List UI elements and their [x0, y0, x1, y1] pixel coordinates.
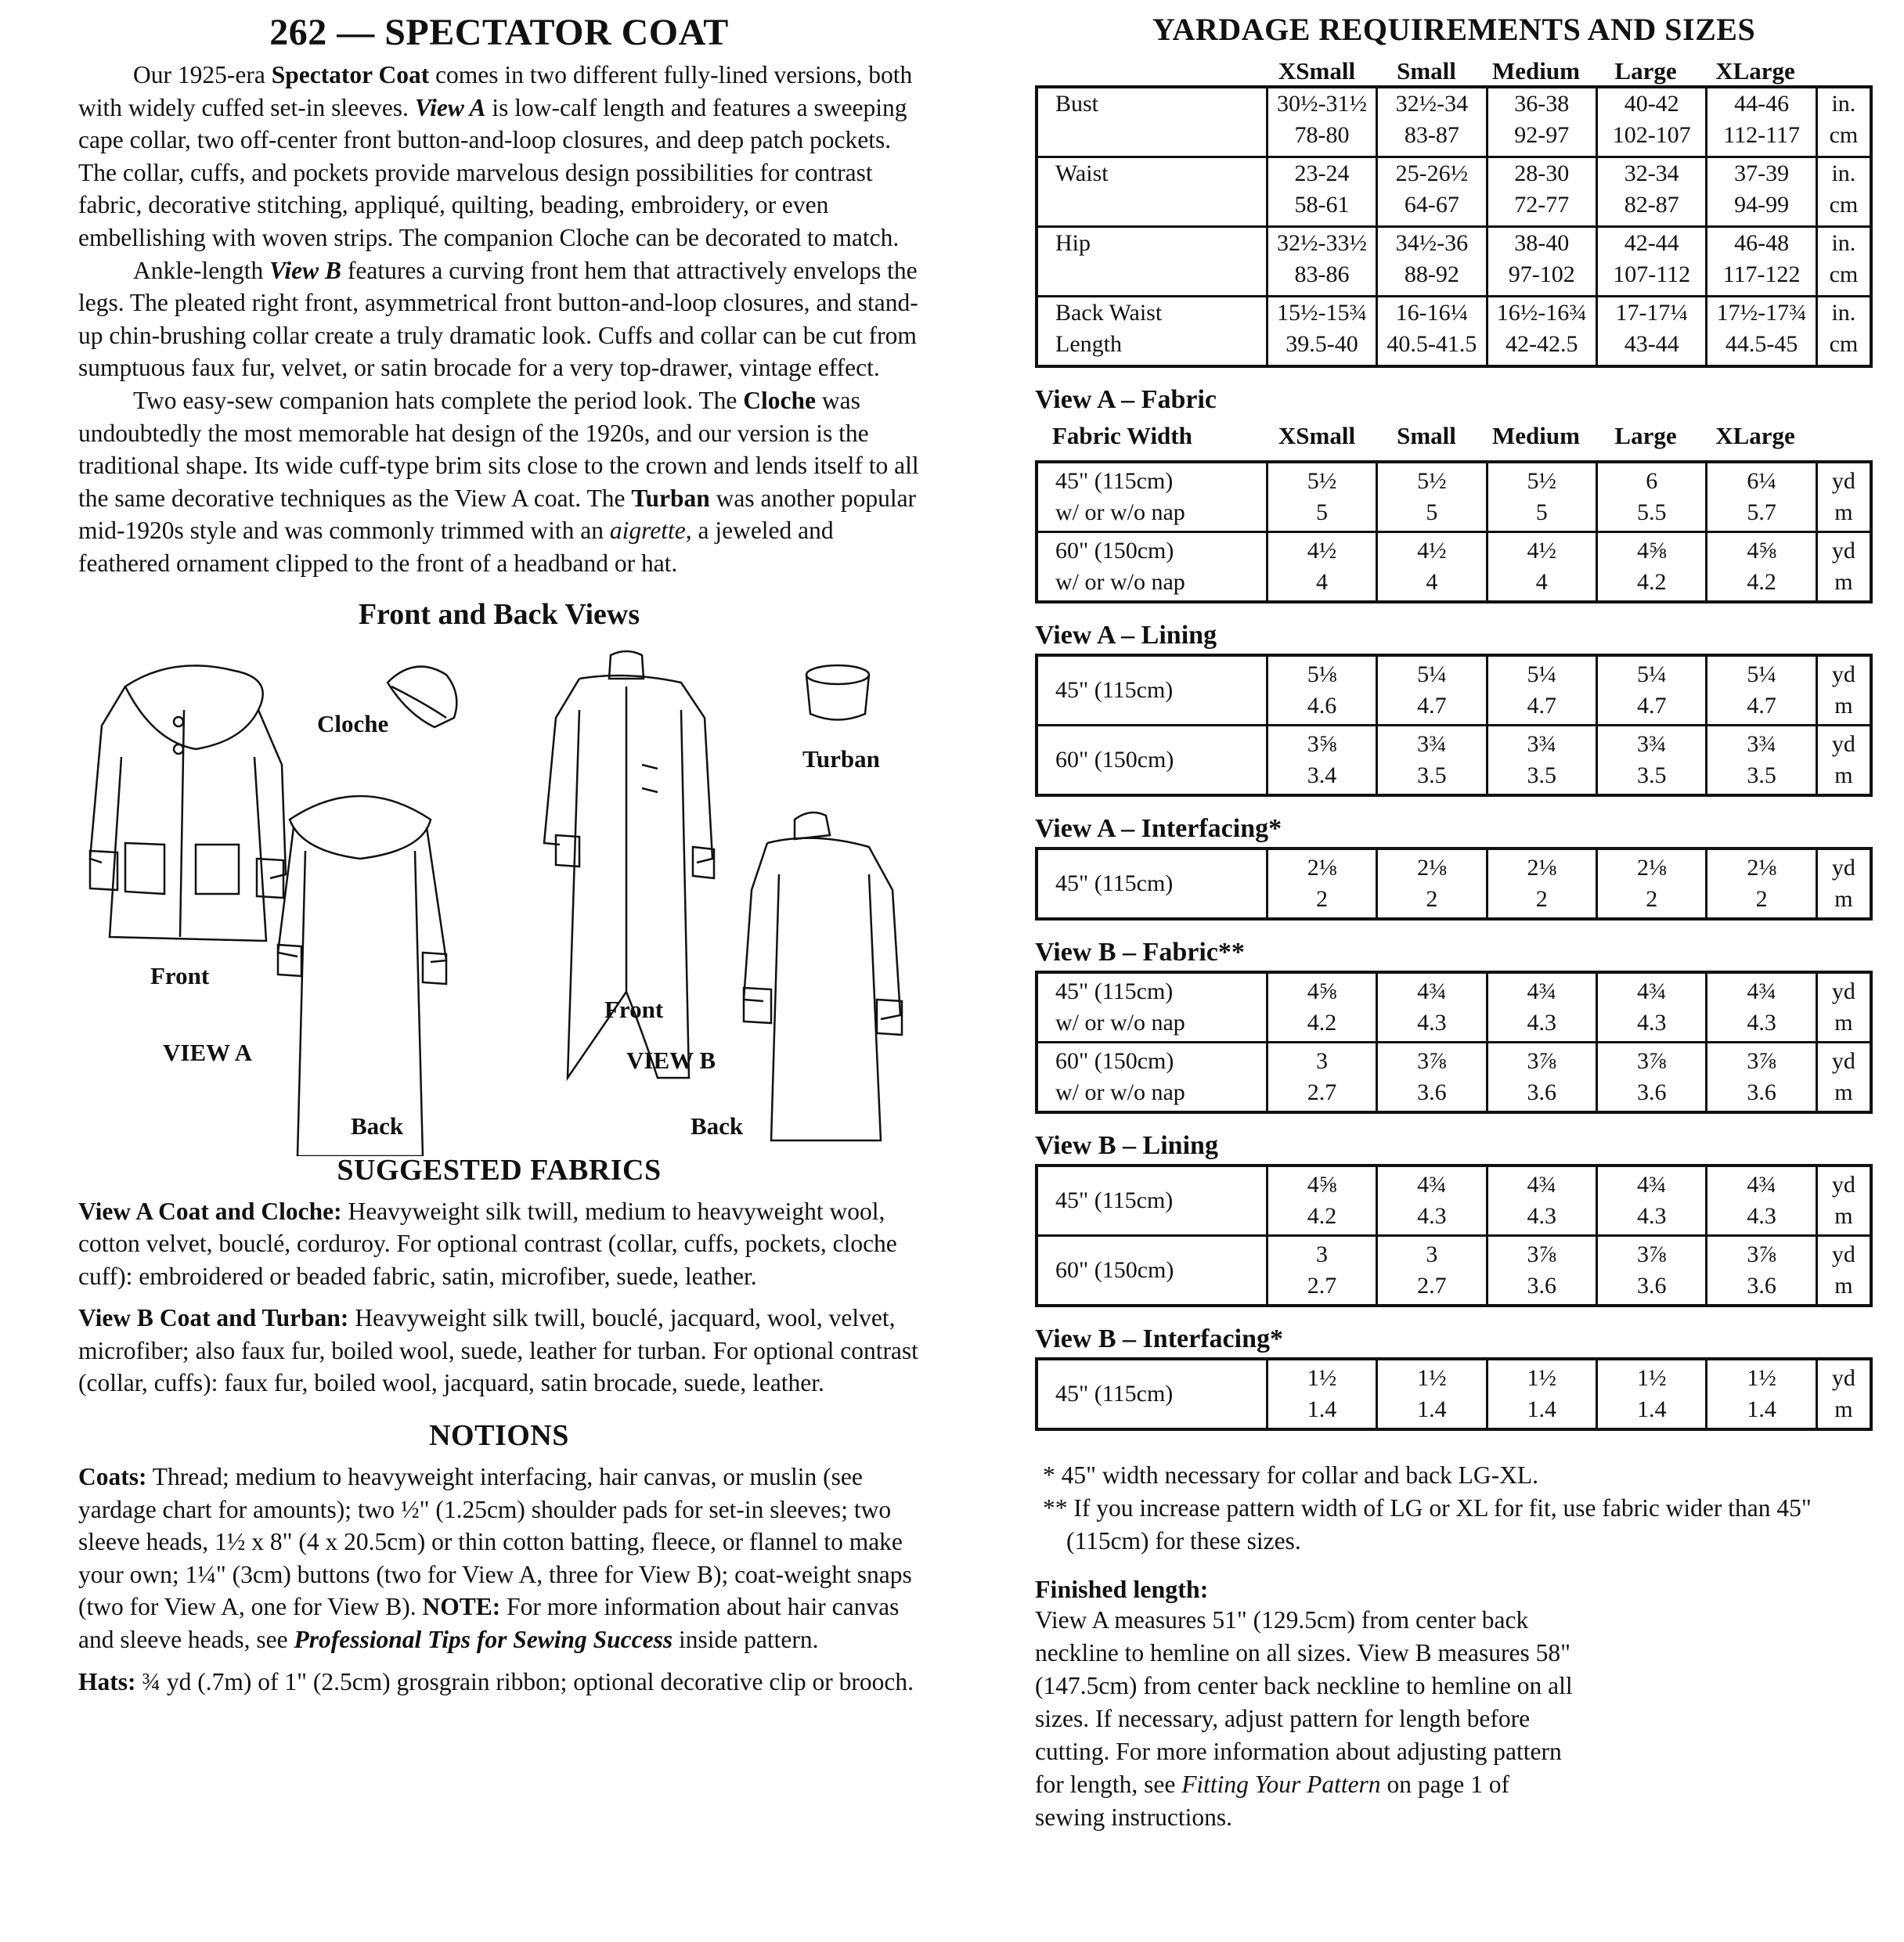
fabric-width: 60" (150cm) w/ or w/o nap: [1037, 1043, 1267, 1113]
yardage-value: 3⅞ 3.6: [1487, 1236, 1596, 1306]
views-heading: Front and Back Views: [358, 597, 640, 631]
yardage-value: 4¾ 4.3: [1597, 972, 1707, 1043]
fabric-width: 60" (150cm) w/ or w/o nap: [1037, 532, 1267, 603]
yardage-row: [1037, 655, 1871, 726]
fabric-width: 45" (115cm): [1037, 848, 1267, 919]
yardage-section-title: View B – Interfacing*: [1035, 1324, 1283, 1353]
measurement-value: 42-44 107-112: [1597, 227, 1707, 297]
measurement-unit: in. cm: [1816, 297, 1871, 367]
yardage-value: 3¾ 3.5: [1707, 726, 1816, 796]
yardage-value: 4½ 4: [1267, 532, 1376, 603]
yardage-value: 4½ 4: [1377, 532, 1487, 603]
yardage-value: 4¾ 4.3: [1377, 972, 1487, 1043]
yardage-unit: yd m: [1816, 1043, 1871, 1113]
measurement-row: [1037, 297, 1871, 367]
size-medium: Medium: [1492, 57, 1580, 85]
yardage-unit: yd m: [1816, 726, 1871, 796]
measurement-value: 40-42 102-107: [1597, 87, 1707, 157]
coat-line-drawings: [78, 640, 920, 1156]
measurement-value: 44-46 112-117: [1707, 87, 1816, 157]
measurement-value: 28-30 72-77: [1487, 157, 1596, 227]
yardage-section-title: View B – Lining: [1035, 1131, 1218, 1160]
yardage-value: 3⅞ 3.6: [1597, 1043, 1707, 1113]
yardage-value: 4⅝ 4.2: [1597, 532, 1707, 603]
yardage-value: 4¾ 4.3: [1707, 972, 1816, 1043]
size-xsmall: XSmall: [1278, 57, 1356, 85]
yardage-table: [1035, 1164, 1873, 1307]
intro-paragraph-3: Two easy-sew companion hats complete the period look. The Cloche was undoubtedly the most memorable hat design of the 1920s, and our version is the traditional shape. Its wide cuff-type brim sits close to the crown and lends itself to all the same decorative techniques as the View A coat. The Turban was another popular mid-1920s style and was commonly trimmed with an aigrette, a jeweled and feathered ornament clipped to the front of a headband or hat.: [78, 386, 919, 577]
measurement-row: [1037, 227, 1871, 297]
notions-heading: NOTIONS: [429, 1419, 569, 1453]
measurement-value: 36-38 92-97: [1487, 87, 1596, 157]
yardage-value: 3⅝ 3.4: [1267, 726, 1376, 796]
measurement-value: 32-34 82-87: [1597, 157, 1707, 227]
yardage-value: 1½ 1.4: [1487, 1359, 1596, 1429]
measurement-label: Waist: [1037, 157, 1267, 227]
yardage-value: 2⅛ 2: [1267, 848, 1376, 919]
left-column: [78, 11, 920, 1707]
yardage-value: 5⅛ 4.6: [1267, 655, 1376, 726]
measurement-value: 15½-15¾ 39.5-40: [1267, 297, 1376, 367]
yardage-value: 1½ 1.4: [1707, 1359, 1816, 1429]
notions-hats: Hats: ¾ yd (.7m) of 1" (2.5cm) grosgrain ribbon; optional decorative clip or brooch.: [78, 1667, 914, 1695]
yardage-value: 6 5.5: [1597, 462, 1707, 532]
measurement-row: [1037, 157, 1871, 227]
measurement-unit: in. cm: [1816, 157, 1871, 227]
measurement-value: 16½-16¾ 42-42.5: [1487, 297, 1596, 367]
yardage-value: 3¾ 3.5: [1487, 726, 1596, 796]
label-back-a: Back: [351, 1112, 404, 1140]
view-a-front-coat: [90, 665, 286, 941]
measurement-label: Back Waist Length: [1037, 297, 1267, 367]
yardage-section-title: View A – Lining: [1035, 621, 1217, 650]
yardage-value: 3¾ 3.5: [1597, 726, 1707, 796]
yardage-value: 4¾ 4.3: [1597, 1166, 1707, 1236]
footnotes: [1035, 1459, 1873, 1558]
yardage-row: [1037, 1043, 1871, 1113]
label-front-a: Front: [150, 961, 210, 989]
yardage-value: 5¼ 4.7: [1707, 655, 1816, 726]
measurement-value: 23-24 58-61: [1267, 157, 1376, 227]
suggested-fabrics: [78, 1195, 920, 1400]
measurement-value: 16-16¼ 40.5-41.5: [1377, 297, 1487, 367]
measurement-value: 37-39 94-99: [1707, 157, 1816, 227]
finished-length-text: View A measures 51" (129.5cm) from center back neckline to hemline on all sizes. View B measures 58" (147.5cm) from center back neckline to hemline on all sizes. If necessary, adjust pattern for length before cutting. For more information about adjusting pattern for length, see Fitting Your Pattern on page 1 of sewing instructions.: [1035, 1606, 1573, 1831]
fabric-width: 45" (115cm): [1037, 655, 1267, 726]
measurement-label: Bust: [1037, 87, 1267, 157]
fabric-width: 45" (115cm) w/ or w/o nap: [1037, 462, 1267, 532]
yardage-value: 5½ 5: [1487, 462, 1596, 532]
yardage-section-title: View A – Interfacing*: [1035, 814, 1282, 843]
yardage-value: 5½ 5: [1377, 462, 1487, 532]
yardage-row: [1037, 462, 1871, 532]
yardage-value: 3⅞ 3.6: [1487, 1043, 1596, 1113]
yardage-value: 4¾ 4.3: [1487, 972, 1596, 1043]
label-view-b: VIEW B: [626, 1046, 716, 1074]
finished-length-heading: Finished length:: [1035, 1575, 1209, 1603]
yardage-value: 2⅛ 2: [1487, 848, 1596, 919]
fabric-width-header: Fabric Width XSmall Small Medium Large XLarge: [1052, 422, 1795, 449]
yardage-value: 5¼ 4.7: [1487, 655, 1596, 726]
yardage-table: [1035, 847, 1873, 921]
yardage-value: 5¼ 4.7: [1377, 655, 1487, 726]
fabric-width: 45" (115cm): [1037, 1359, 1267, 1429]
yardage-value: 4¾ 4.3: [1377, 1166, 1487, 1236]
measurement-value: 34½-36 88-92: [1377, 227, 1487, 297]
yardage-value: 1½ 1.4: [1267, 1359, 1376, 1429]
yardage-unit: yd m: [1816, 972, 1871, 1043]
size-small: Small: [1397, 57, 1456, 85]
body-measurements-table: [1035, 85, 1873, 368]
yardage-value: 3¾ 3.5: [1377, 726, 1487, 796]
fabrics-view-b: View B Coat and Turban: Heavyweight silk twill, bouclé, jacquard, wool, velvet, microfiber; also faux fur, boiled wool, suede, leather for turban. For optional contrast (collar, cuffs): faux fur, boiled wool, jacquard, satin brocade, suede, leather.: [78, 1304, 918, 1397]
yardage-value: 4⅝ 4.2: [1267, 1166, 1376, 1236]
cloche-hat: [388, 666, 456, 726]
yardage-value: 3⅞ 3.6: [1597, 1236, 1707, 1306]
yardage-value: 2⅛ 2: [1707, 848, 1816, 919]
footnote-1: * 45" width necessary for collar and back LG-XL.: [1043, 1461, 1539, 1489]
yardage-unit: yd m: [1816, 1236, 1871, 1306]
yardage-row: [1037, 1359, 1871, 1429]
yardage-section-title: View A – Fabric: [1035, 385, 1217, 414]
measurement-unit: in. cm: [1816, 227, 1871, 297]
measurement-value: 17½-17¾ 44.5-45: [1707, 297, 1816, 367]
yardage-value: 4¾ 4.3: [1707, 1166, 1816, 1236]
view-a-back-coat: [278, 796, 446, 1156]
measurement-value: 38-40 97-102: [1487, 227, 1596, 297]
yardage-value: 5½ 5: [1267, 462, 1376, 532]
garment-illustrations: [78, 640, 920, 1156]
yardage-value: 1½ 1.4: [1597, 1359, 1707, 1429]
yardage-table: [1035, 460, 1873, 603]
yardage-value: 3 2.7: [1267, 1043, 1376, 1113]
label-turban: Turban: [802, 744, 880, 773]
yardage-unit: yd m: [1816, 655, 1871, 726]
label-view-a: VIEW A: [163, 1038, 252, 1066]
view-b-back-coat: [744, 812, 902, 1140]
fabrics-heading: SUGGESTED FABRICS: [337, 1153, 662, 1187]
yardage-row: [1037, 532, 1871, 603]
fabric-width: 45" (115cm) w/ or w/o nap: [1037, 972, 1267, 1043]
yardage-table: [1035, 654, 1873, 797]
measurement-label: Hip: [1037, 227, 1267, 297]
measurement-value: 46-48 117-122: [1707, 227, 1816, 297]
yardage-value: 4⅝ 4.2: [1267, 972, 1376, 1043]
measurement-value: 32½-34 83-87: [1377, 87, 1487, 157]
yardage-unit: yd m: [1816, 532, 1871, 603]
measurement-value: 25-26½ 64-67: [1377, 157, 1487, 227]
yardage-value: 4¾ 4.3: [1487, 1166, 1596, 1236]
yardage-unit: yd m: [1816, 1166, 1871, 1236]
yardage-unit: yd m: [1816, 848, 1871, 919]
fabric-width: 45" (115cm): [1037, 1166, 1267, 1236]
label-cloche: Cloche: [317, 709, 389, 737]
yardage-heading: YARDAGE REQUIREMENTS AND SIZES: [1152, 12, 1756, 47]
yardage-unit: yd m: [1816, 462, 1871, 532]
notions: [78, 1461, 920, 1698]
yardage-row: [1037, 726, 1871, 796]
page-title: 262 — SPECTATOR COAT: [269, 12, 729, 53]
yardage-value: 3⅞ 3.6: [1707, 1043, 1816, 1113]
yardage-value: 2⅛ 2: [1377, 848, 1487, 919]
size-xlarge: XLarge: [1715, 57, 1795, 85]
yardage-table: [1035, 971, 1873, 1114]
yardage-value: 4½ 4: [1487, 532, 1596, 603]
fabric-width: 60" (150cm): [1037, 726, 1267, 796]
yardage-value: 3⅞ 3.6: [1377, 1043, 1487, 1113]
turban-hat: [806, 665, 869, 720]
fabric-width: 60" (150cm): [1037, 1236, 1267, 1306]
yardage-row: [1037, 1166, 1871, 1236]
intro-paragraph-1: Our 1925-era Spectator Coat comes in two different fully-lined versions, both with widely cuffed set-in sleeves. View A is low-calf length and features a sweeping cape collar, two off-center front button-and-loop closures, and deep patch pockets. The collar, cuffs, and pockets provide marvelous design possibilities for contrast fabric, decorative stitching, appliqué, quilting, beading, embroidery, or even embellishing with woven strips. The companion Cloche can be decorated to match.: [78, 61, 913, 251]
yardage-row: [1037, 1236, 1871, 1306]
yardage-value: 3 2.7: [1267, 1236, 1376, 1306]
yardage-row: [1037, 972, 1871, 1043]
yardage-row: [1037, 848, 1871, 919]
yardage-value: 4⅝ 4.2: [1707, 532, 1816, 603]
fabrics-view-a: View A Coat and Cloche: Heavyweight silk twill, medium to heavyweight wool, cotton velvet, bouclé, corduroy. For optional contrast (collar, cuffs, pockets, cloche cuff): embroidered or beaded fabric, satin, microfiber, suede, leather.: [78, 1197, 897, 1290]
yardage-table: [1035, 1357, 1873, 1431]
footnote-2: ** If you increase pattern width of LG or XL for fit, use fabric wider than 45" (115cm) for these sizes.: [1043, 1494, 1812, 1555]
yardage-value: 5¼ 4.7: [1597, 655, 1707, 726]
label-back-b: Back: [691, 1112, 744, 1140]
measurement-row: [1037, 87, 1871, 157]
yardage-value: 3⅞ 3.6: [1707, 1236, 1816, 1306]
measurement-value: 30½-31½ 78-80: [1267, 87, 1376, 157]
yardage-section-title: View B – Fabric**: [1035, 938, 1245, 967]
yardage-unit: yd m: [1816, 1359, 1871, 1429]
yardage-value: 2⅛ 2: [1597, 848, 1707, 919]
measurement-value: 17-17¼ 43-44: [1597, 297, 1707, 367]
right-column: [1035, 11, 1873, 1834]
size-large: Large: [1614, 57, 1677, 85]
measurement-value: 32½-33½ 83-86: [1267, 227, 1376, 297]
notions-coats: Coats: Thread; medium to heavyweight interfacing, hair canvas, or muslin (see yardage chart for amounts); two ½" (1.25cm) shoulder pads for set-in sleeves; two sleeve heads, 1½ x 8" (4 x 20.5cm) or thin cotton batting, fleece, or flannel to make your own; 1¼" (3cm) buttons (two for View A, three for View B); coat-weight snaps (two for View A, one for View B). NOTE: For more information about hair canvas and sleeve heads, see Professional Tips for Sewing Success inside pattern.: [78, 1463, 912, 1654]
yardage-value: 1½ 1.4: [1377, 1359, 1487, 1429]
label-front-b: Front: [604, 995, 664, 1023]
measurement-unit: in. cm: [1816, 87, 1871, 157]
intro-paragraph-2: Ankle-length View B features a curving front hem that attractively envelops the legs. The pleated right front, asymmetrical front button-and-loop closures, and stand-up chin-brushing collar create a truly dramatic look. Cuffs and collar can be cut from sumptuous faux fur, velvet, or satin brocade for a very top-drawer, vintage effect.: [78, 256, 918, 382]
size-header: [1035, 51, 1873, 85]
yardage-value: 6¼ 5.7: [1707, 462, 1816, 532]
yardage-value: 3 2.7: [1377, 1236, 1487, 1306]
